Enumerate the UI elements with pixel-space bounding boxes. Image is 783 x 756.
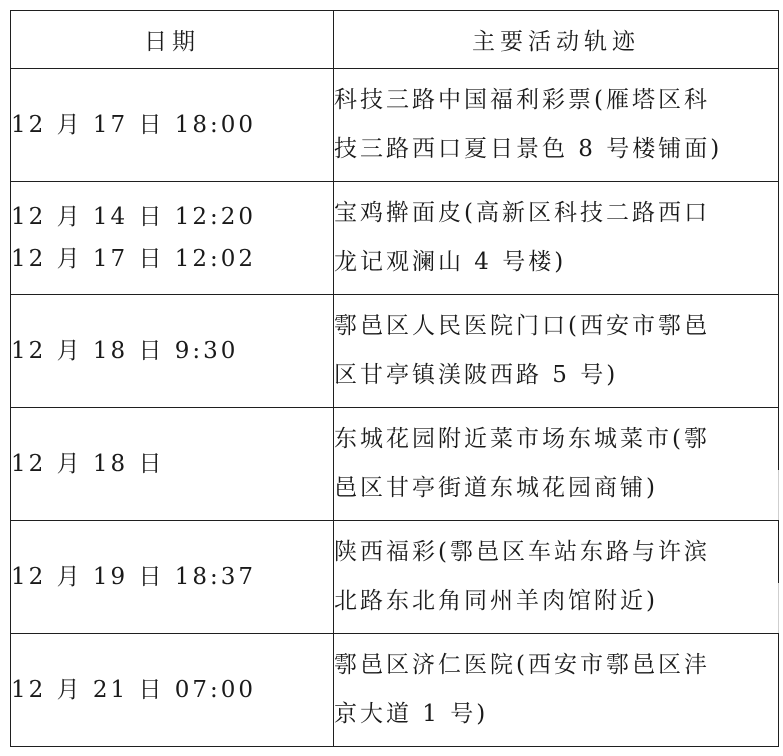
activity-text: 鄠邑区济仁医院(西安市鄠邑区沣 — [334, 652, 710, 678]
activity-cell — [334, 408, 779, 521]
activity-trace-table — [10, 10, 779, 747]
date-column-header: 日期 — [11, 11, 334, 69]
date-text: 12 月 18 日 — [11, 451, 165, 477]
table-row — [11, 69, 779, 182]
date-cell — [11, 295, 334, 408]
activity-text: 陕西福彩(鄠邑区车站东路与许滨 — [334, 539, 710, 565]
table-row — [11, 295, 779, 408]
table-row — [11, 521, 779, 634]
activity-cell — [334, 521, 779, 634]
activity-text: 区甘亭镇渼陂西路 5 号) — [334, 362, 619, 388]
table-row — [11, 634, 779, 747]
activity-text: 龙记观澜山 4 号楼) — [334, 249, 567, 275]
activity-column-header: 主要活动轨迹 — [334, 11, 779, 69]
date-text: 12 月 18 日 9:30 — [11, 338, 239, 364]
table-row — [11, 408, 779, 521]
activity-text: 宝鸡擀面皮(高新区科技二路西口 — [334, 200, 710, 226]
activity-cell — [334, 634, 779, 747]
date-text: 12 月 17 日 18:00 — [11, 112, 257, 138]
activity-cell — [334, 295, 779, 408]
table-row — [11, 182, 779, 295]
date-text: 12 月 19 日 18:37 — [11, 564, 257, 590]
date-cell — [11, 408, 334, 521]
activity-text: 鄠邑区人民医院门口(西安市鄠邑 — [334, 313, 710, 339]
activity-text: 科技三路中国福利彩票(雁塔区科 — [334, 87, 710, 113]
edge-divider — [778, 470, 783, 520]
activity-cell — [334, 182, 779, 295]
date-text: 12 月 17 日 12:02 — [11, 246, 257, 272]
table-header-row — [11, 11, 779, 69]
activity-text: 东城花园附近菜市场东城菜市(鄠 — [334, 426, 710, 452]
activity-text: 邑区甘亭街道东城花园商铺) — [334, 475, 658, 501]
date-text: 12 月 14 日 12:20 — [11, 204, 257, 230]
activity-cell — [334, 69, 779, 182]
activity-text: 北路东北角同州羊肉馆附近) — [334, 588, 658, 614]
activity-text: 京大道 1 号) — [334, 701, 489, 727]
date-cell — [11, 69, 334, 182]
date-cell — [11, 634, 334, 747]
edge-divider — [778, 583, 783, 633]
date-cell — [11, 182, 334, 295]
date-text: 12 月 21 日 07:00 — [11, 677, 257, 703]
activity-text: 技三路西口夏日景色 8 号楼铺面) — [334, 136, 723, 162]
date-cell — [11, 521, 334, 634]
